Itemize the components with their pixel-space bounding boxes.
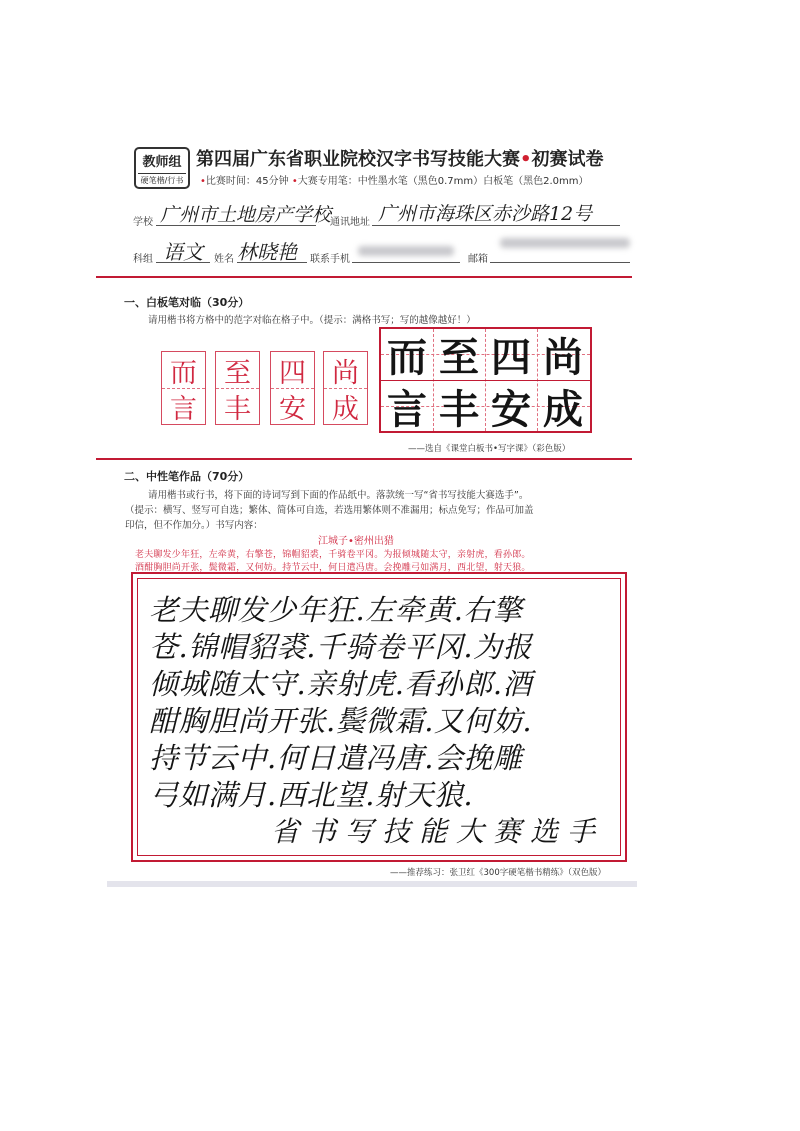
written-char: 而 bbox=[387, 333, 427, 381]
page-title bbox=[196, 145, 604, 171]
model-char: 安 bbox=[279, 393, 306, 425]
handwritten-line: 弓如满月.西北望.射天狼. bbox=[149, 778, 474, 812]
footer-bar bbox=[107, 881, 637, 887]
poem-text: 酒酣胸胆尚开张，鬓微霜，又何妨。持节云中，何日遣冯唐。会挽雕弓如满月，西北望，射天狼。 bbox=[135, 563, 531, 573]
written-char: 四 bbox=[491, 333, 531, 381]
contest-info bbox=[200, 172, 589, 187]
signature: 省书写技能大赛选手 bbox=[271, 815, 605, 848]
model-char: 至 bbox=[224, 357, 251, 389]
handwritten-line: 倾城随太守.亲射虎.看孙郎.酒 bbox=[149, 667, 533, 701]
written-char: 安 bbox=[491, 385, 531, 433]
phone-line bbox=[352, 262, 460, 263]
poem-text: 老夫聊发少年狂，左牵黄，右擎苍，锦帽貂裘，千骑卷平冈。为报倾城随太守，亲射虎，看孙郎。 bbox=[135, 550, 531, 560]
written-char: 丰 bbox=[439, 385, 479, 433]
model-grid-2 bbox=[215, 351, 260, 425]
info-dot-2: • bbox=[291, 176, 298, 187]
info-dot-1: • bbox=[200, 176, 206, 187]
whiteboard-practice-grid[interactable] bbox=[379, 327, 592, 433]
model-grid-4 bbox=[323, 351, 368, 425]
email-label: 邮箱 bbox=[468, 254, 488, 265]
model-grid-1 bbox=[161, 351, 206, 425]
subject-field[interactable]: 语文 bbox=[163, 240, 203, 264]
title-end: 初赛试卷 bbox=[531, 149, 604, 170]
handwritten-line: 持节云中.何日遣冯唐.会挽雕 bbox=[149, 741, 523, 775]
section2-instruction: 请用楷书或行书，将下面的诗词写到下面的作品纸中。落款统一写“省书写技能大赛选手”。 bbox=[148, 490, 529, 501]
section-divider bbox=[96, 276, 632, 278]
section2-heading: 二、中性笔作品（70分） bbox=[124, 470, 250, 483]
section1-instruction: 请用楷书将方格中的范字对临在格子中。（提示：满格书写；写的越像越好！） bbox=[148, 315, 476, 326]
written-char: 尚 bbox=[543, 333, 583, 381]
school-label: 学校 bbox=[133, 217, 153, 228]
model-char: 尚 bbox=[332, 357, 359, 389]
title-dot: • bbox=[520, 149, 532, 170]
model-char: 言 bbox=[170, 393, 197, 425]
section1-source: ——选自《课堂白板书•写字课》（彩色版） bbox=[408, 444, 571, 454]
section2-instruction: （提示：横写、竖写可自选；繁体、简体可自选，若选用繁体则不准漏用；标点免写；作品可加盖 bbox=[125, 505, 534, 516]
model-char: 成 bbox=[332, 393, 359, 425]
name-field[interactable]: 林晓艳 bbox=[237, 240, 297, 264]
written-char: 成 bbox=[543, 385, 583, 433]
title-main: 第四届广东省职业院校汉字书写技能大赛 bbox=[196, 149, 520, 170]
email-redacted bbox=[500, 238, 630, 248]
badge-group-label: 教师组 bbox=[142, 155, 182, 170]
handwritten-line: 苍.锦帽貂裘.千骑卷平冈.为报 bbox=[149, 630, 533, 664]
contest-pens: 大赛专用笔：中性墨水笔（黑色0.7mm）白板笔（黑色2.0mm） bbox=[297, 176, 589, 187]
recommend-note: ——推荐练习：张卫红《300字硬笔楷书精练》（双色版） bbox=[390, 868, 606, 878]
model-char: 丰 bbox=[224, 393, 251, 425]
phone-redacted bbox=[358, 246, 454, 256]
handwritten-line: 老夫聊发少年狂.左牵黄.右擎 bbox=[149, 593, 523, 627]
address-field[interactable]: 广州市海珠区赤沙路12号 bbox=[378, 203, 593, 225]
group-badge bbox=[134, 147, 190, 189]
written-char: 至 bbox=[439, 333, 479, 381]
contest-time: 比赛时间：45分钟 bbox=[205, 176, 289, 187]
model-grid-3 bbox=[270, 351, 315, 425]
section2-instruction: 印信，但不作加分。）书写内容： bbox=[125, 520, 263, 531]
badge-script-label: 硬笔楷/行书 bbox=[138, 173, 186, 186]
subject-label: 科组 bbox=[133, 254, 153, 265]
email-line bbox=[490, 262, 630, 263]
poem-title: 江城子•密州出猎 bbox=[318, 536, 394, 547]
model-char: 而 bbox=[170, 357, 197, 389]
model-char: 四 bbox=[279, 357, 306, 389]
phone-label: 联系手机 bbox=[310, 254, 350, 265]
name-label: 姓名 bbox=[214, 254, 234, 265]
section1-heading: 一、白板笔对临（30分） bbox=[124, 296, 250, 309]
school-field[interactable]: 广州市土地房产学校 bbox=[160, 204, 332, 226]
section-divider bbox=[96, 458, 632, 460]
handwritten-line: 酣胸胆尚开张.鬓微霜.又何妨. bbox=[149, 704, 533, 738]
address-label: 通讯地址 bbox=[330, 217, 370, 228]
written-char: 言 bbox=[387, 385, 427, 433]
